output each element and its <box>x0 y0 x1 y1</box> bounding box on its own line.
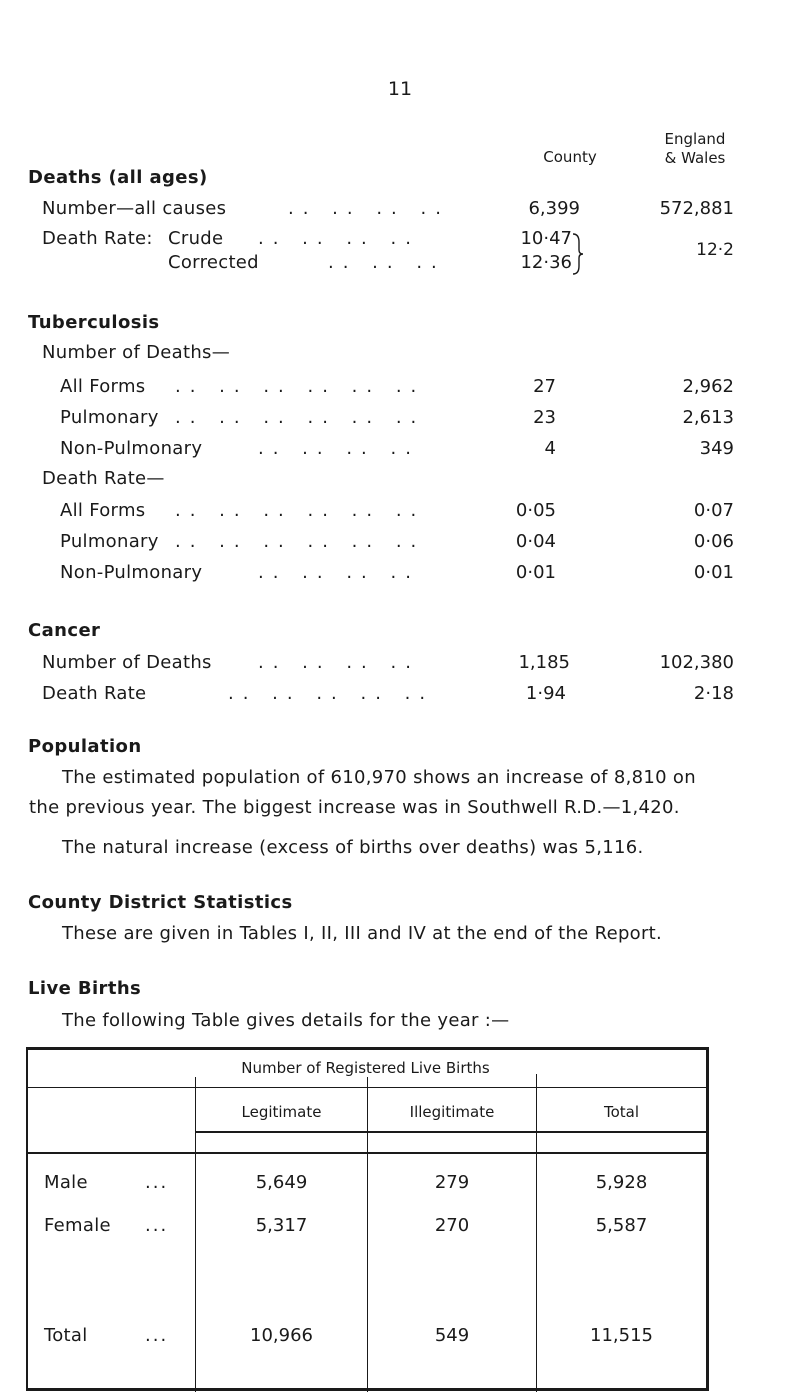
leader-dots: .. .. .. .. .. .. <box>175 531 426 552</box>
cancer-heading: Cancer <box>28 620 101 641</box>
leader-dots: .. .. .. .. <box>258 562 420 583</box>
england-wales-header-line1: England <box>664 130 726 148</box>
tb-rate-ew: 0·07 <box>693 500 734 521</box>
leader-dots: .. .. .. .. .. .. <box>175 376 426 397</box>
tb-number-label: Non-Pulmonary <box>60 438 203 459</box>
tb-number-ew: 2,613 <box>682 407 734 428</box>
row-label-total: Total <box>44 1325 88 1346</box>
crude-label: Crude <box>168 228 224 249</box>
cancer-row-label: Number of Deaths <box>42 652 212 673</box>
leader-dots: .. .. .. .. <box>258 652 420 673</box>
deaths-number-county: 6,399 <box>528 198 580 219</box>
female-total: 5,587 <box>595 1215 648 1236</box>
leader-dots: .. .. .. .. .. <box>228 683 435 704</box>
population-paragraph-line1: The estimated population of 610,970 shows an increase of 8,810 on <box>62 767 696 788</box>
leader-dots: .. .. .. .. .. .. <box>175 407 426 428</box>
row-label-female: Female <box>44 1215 111 1236</box>
table-column-header-divider <box>195 1131 709 1133</box>
crude-county: 10·47 <box>520 228 572 249</box>
male-total: 5,928 <box>595 1172 648 1193</box>
death-rate-label: Death Rate: <box>42 228 153 249</box>
tb-rate-county: 0·05 <box>515 500 556 521</box>
tb-rate-county: 0·01 <box>515 562 556 583</box>
death-rate-ew: 12·2 <box>696 240 734 260</box>
tb-number-label: Pulmonary <box>60 407 159 428</box>
deaths-number-label: Number—all causes <box>42 198 227 219</box>
population-paragraph-line2: the previous year. The biggest increase was in Southwell R.D.—1,420. <box>29 797 680 818</box>
leader-dots: ... <box>145 1172 169 1193</box>
column-header-illegitimate: Illegitimate <box>409 1103 495 1121</box>
leader-dots: .. .. .. .. .. .. <box>175 500 426 521</box>
tb-number-ew: 2,962 <box>682 376 734 397</box>
leader-dots: .. .. .. .. <box>258 438 420 459</box>
total-illegitimate: 549 <box>434 1325 470 1346</box>
female-legitimate: 5,317 <box>255 1215 308 1236</box>
county-district-text: These are given in Tables I, II, III and IV at the end of the Report. <box>62 923 663 944</box>
tb-number-county: 4 <box>544 438 556 459</box>
right-brace-icon <box>571 232 585 276</box>
tb-rate-heading: Death Rate— <box>42 468 165 489</box>
leader-dots: .. .. .. .. <box>258 228 420 249</box>
tuberculosis-heading: Tuberculosis <box>28 312 160 333</box>
county-district-heading: County District Statistics <box>28 892 293 913</box>
england-wales-header-line2: & Wales <box>664 149 726 167</box>
leader-dots: .. .. .. <box>328 252 446 273</box>
tb-number-county: 27 <box>533 376 556 397</box>
corrected-label: Corrected <box>168 252 259 273</box>
cancer-row-county: 1,185 <box>518 652 570 673</box>
column-header-total: Total <box>603 1103 640 1121</box>
population-heading: Population <box>28 736 142 757</box>
column-header-legitimate: Legitimate <box>241 1103 322 1121</box>
live-births-heading: Live Births <box>28 978 142 999</box>
male-legitimate: 5,649 <box>255 1172 308 1193</box>
tb-rate-label: Pulmonary <box>60 531 159 552</box>
total-legitimate: 10,966 <box>250 1325 313 1346</box>
deaths-heading: Deaths (all ages) <box>28 167 208 188</box>
leader-dots: ... <box>145 1215 169 1236</box>
leader-dots: .. .. .. .. <box>288 198 450 219</box>
leader-dots: ... <box>145 1325 169 1346</box>
tb-rate-ew: 0·06 <box>693 531 734 552</box>
table-border-top <box>26 1047 709 1050</box>
total-total: 11,515 <box>590 1325 653 1346</box>
cancer-row-label: Death Rate <box>42 683 147 704</box>
table-border-right <box>706 1047 709 1391</box>
corrected-county: 12·36 <box>520 252 572 273</box>
tb-rate-county: 0·04 <box>515 531 556 552</box>
tb-number-ew: 349 <box>699 438 734 459</box>
cancer-row-county: 1·94 <box>525 683 566 704</box>
table-top-header: Number of Registered Live Births <box>195 1059 536 1077</box>
deaths-number-ew: 572,881 <box>659 198 734 219</box>
tb-number-label: All Forms <box>60 376 146 397</box>
tb-number-heading: Number of Deaths— <box>42 342 231 363</box>
page-number: 11 <box>387 78 413 100</box>
tb-number-county: 23 <box>533 407 556 428</box>
live-births-intro: The following Table gives details for the year :— <box>62 1010 510 1031</box>
row-label-male: Male <box>44 1172 88 1193</box>
tb-rate-ew: 0·01 <box>693 562 734 583</box>
tb-rate-label: Non-Pulmonary <box>60 562 203 583</box>
natural-increase-text: The natural increase (excess of births over deaths) was 5,116. <box>62 837 644 858</box>
cancer-row-ew: 2·18 <box>693 683 734 704</box>
table-border-left <box>26 1047 28 1391</box>
county-column-header: County <box>543 148 597 166</box>
male-illegitimate: 279 <box>434 1172 470 1193</box>
tb-rate-label: All Forms <box>60 500 146 521</box>
cancer-row-ew: 102,380 <box>659 652 734 673</box>
female-illegitimate: 270 <box>434 1215 470 1236</box>
